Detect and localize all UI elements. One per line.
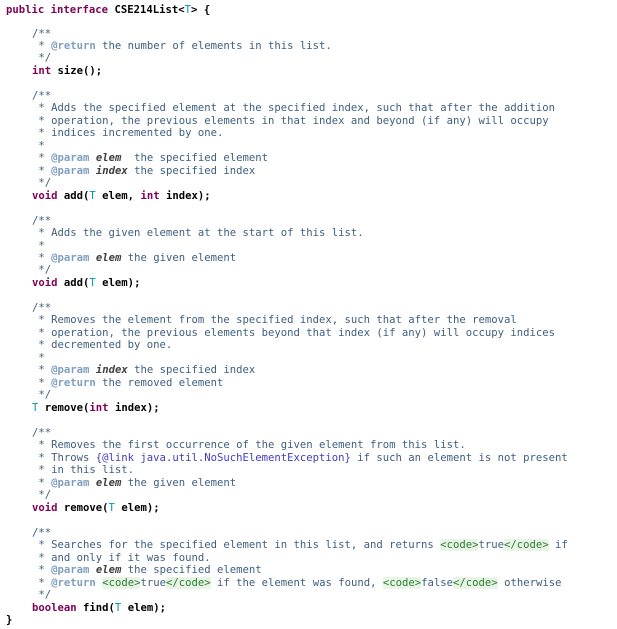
code-token: * <box>32 364 52 376</box>
code-line <box>32 252 236 265</box>
code-token: true <box>478 539 504 551</box>
code-token: @param <box>51 564 90 576</box>
code-token: size(); <box>57 65 103 77</box>
code-token: int <box>32 65 58 77</box>
code-token: * <box>32 377 52 389</box>
code-line <box>32 165 255 178</box>
code-token: * <box>32 152 52 164</box>
code-token: /** <box>32 302 52 314</box>
code-line <box>32 477 236 490</box>
code-token: true <box>140 577 166 589</box>
code-token: the specified element <box>121 152 269 164</box>
code-token: T <box>32 402 45 414</box>
code-token: elem); <box>114 502 160 514</box>
code-token: </code> <box>504 539 549 551</box>
code-line <box>32 489 51 502</box>
code-token: /** <box>32 427 52 439</box>
code-token: T <box>114 602 122 614</box>
code-token: * decremented by one. <box>32 339 173 351</box>
code-token: */ <box>32 589 52 601</box>
code-token: </code> <box>165 577 211 589</box>
code-line <box>32 602 166 615</box>
code-token: * <box>32 140 45 152</box>
code-token: */ <box>32 52 52 64</box>
code-line <box>32 339 172 352</box>
code-token: {@link java.util.NoSuchElementException} <box>95 452 351 464</box>
code-line <box>32 277 140 290</box>
code-line <box>32 502 160 515</box>
code-token: </code> <box>453 577 498 589</box>
code-token: elem <box>95 252 122 264</box>
code-token: @param <box>51 252 90 264</box>
code-token: * Throws <box>32 452 96 464</box>
code-line <box>32 402 160 415</box>
code-token: elem); <box>121 602 166 614</box>
code-token: * <box>32 477 52 489</box>
code-line <box>32 190 211 203</box>
code-line <box>32 577 561 590</box>
code-token: */ <box>32 177 52 189</box>
code-token: /** <box>32 28 52 40</box>
code-token: * Removes the element from the specified index, such that after the removal <box>32 314 517 326</box>
code-token: * Removes the first occurrence of the given element from this list. <box>32 439 466 451</box>
code-token: * <box>32 252 52 264</box>
code-token: @param <box>51 165 90 177</box>
code-token: if such an element is not present <box>350 452 568 464</box>
code-token: T <box>108 502 115 514</box>
code-token: * <box>32 40 52 52</box>
code-token: * and only if it was found. <box>32 552 211 564</box>
code-token: int <box>89 402 115 414</box>
code-line <box>32 152 268 165</box>
code-token: @param <box>51 364 90 376</box>
code-token: public interface <box>6 4 115 16</box>
code-token: the specified index <box>127 165 256 177</box>
code-line <box>32 264 51 277</box>
code-token: elem); <box>95 277 141 289</box>
code-token: * in this list. <box>32 464 135 476</box>
code-token: remove( <box>44 402 90 414</box>
code-token: * Adds the given element at the start of this list. <box>32 227 364 239</box>
code-token: */ <box>32 489 52 501</box>
code-token: */ <box>32 264 52 276</box>
code-token: /** <box>32 90 52 102</box>
code-token: @return <box>51 577 96 589</box>
code-line <box>32 377 223 390</box>
code-token: index <box>95 364 128 376</box>
code-token: remove( <box>63 502 109 514</box>
code-token: @param <box>51 477 90 489</box>
code-token: add( <box>63 190 90 202</box>
code-token: the specified index <box>127 364 256 376</box>
code-token: if the element was found, <box>210 577 383 589</box>
code-token: } <box>6 614 13 626</box>
code-token: T <box>89 190 96 202</box>
code-line <box>32 589 51 602</box>
code-line <box>6 614 12 627</box>
code-token: * operation, the previous elements beyond that index (if any) will occupy indices <box>32 327 555 339</box>
code-token: the specified element <box>121 564 262 576</box>
code-token: index); <box>114 402 160 414</box>
code-token: int <box>140 190 166 202</box>
code-line <box>6 4 210 17</box>
code-token: void <box>32 502 64 514</box>
code-line <box>32 439 466 452</box>
code-line <box>32 102 555 115</box>
code-token: void <box>32 190 64 202</box>
code-token: <code> <box>102 577 141 589</box>
code-line <box>32 389 51 402</box>
code-token: void <box>32 277 64 289</box>
code-token: T <box>184 4 191 16</box>
code-token: elem <box>95 564 122 576</box>
code-token: /** <box>32 215 52 227</box>
code-token: the given element <box>121 477 237 489</box>
code-token: * <box>32 577 52 589</box>
code-line <box>32 539 568 552</box>
code-token: elem, <box>95 190 141 202</box>
code-line <box>32 52 51 65</box>
code-token: the number of elements in this list. <box>95 40 332 52</box>
code-token: * Searches for the specified element in this list, and returns <box>32 539 441 551</box>
code-token: boolean <box>32 602 84 614</box>
code-token: <code> <box>440 539 479 551</box>
code-token: * <box>32 240 45 252</box>
code-token: @param <box>51 152 90 164</box>
code-token: <code> <box>382 577 422 589</box>
code-token: the removed element <box>95 377 224 389</box>
code-token: index); <box>165 190 211 202</box>
code-token: @return <box>51 40 96 52</box>
code-token: the given element <box>121 252 237 264</box>
code-token: @return <box>51 377 96 389</box>
code-line <box>32 65 102 78</box>
code-token: * <box>32 564 52 576</box>
code-token: * indices incremented by one. <box>32 127 224 139</box>
code-token: false <box>421 577 454 589</box>
code-token: * Adds the specified element at the specified index, such that after the addition <box>32 102 555 114</box>
code-token: add( <box>63 277 90 289</box>
code-token: */ <box>32 389 52 401</box>
code-token: index <box>95 165 128 177</box>
code-token: T <box>89 277 96 289</box>
code-line <box>32 40 332 53</box>
code-token: > { <box>191 4 211 16</box>
code-line <box>32 364 255 377</box>
code-token: * <box>32 165 52 177</box>
code-line <box>32 127 223 140</box>
code-token: elem <box>95 477 122 489</box>
code-line <box>32 314 517 327</box>
code-line <box>32 464 134 477</box>
code-token: * operation, the previous elements in that index and beyond (if any) will occupy <box>32 115 549 127</box>
code-line <box>32 177 51 190</box>
code-token: find( <box>83 602 115 614</box>
code-token: otherwise <box>497 577 562 589</box>
code-token: elem <box>95 152 122 164</box>
code-token: * <box>32 352 45 364</box>
code-token: CSE214List< <box>114 4 185 16</box>
code-token: if <box>548 539 568 551</box>
code-line <box>32 227 364 240</box>
code-line <box>32 564 262 577</box>
code-token: /** <box>32 527 52 539</box>
